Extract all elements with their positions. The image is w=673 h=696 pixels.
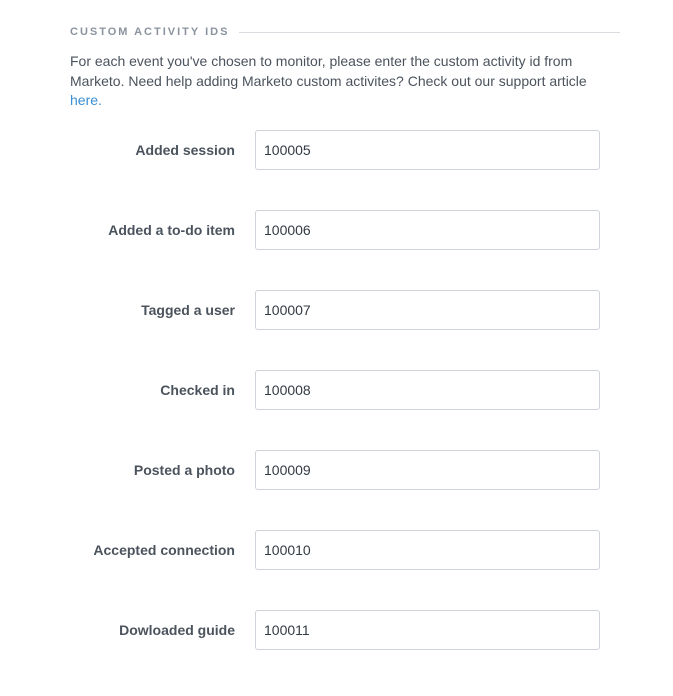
section-description [70, 52, 615, 111]
field-label-downloaded-guide: Dowloaded guide [119, 622, 235, 638]
field-label-posted-photo: Posted a photo [133, 462, 235, 478]
activity-id-input-tagged-user[interactable] [255, 290, 600, 330]
activity-id-input-added-todo-item[interactable] [255, 210, 600, 250]
support-article-link[interactable]: here. [70, 92, 102, 108]
field-label-tagged-user: Tagged a user [141, 302, 235, 318]
field-row-added-todo-item [0, 210, 673, 250]
activity-id-input-downloaded-guide[interactable] [255, 610, 600, 650]
description-text: For each event you've chosen to monitor, please enter the custom activity id from Marketo. Need help adding Marketo custom activites? Check out our support article [70, 53, 587, 89]
section-title: CUSTOM ACTIVITY IDS [70, 26, 230, 38]
field-label-added-todo-item: Added a to-do item [108, 222, 235, 238]
field-label-accepted-connection: Accepted connection [93, 542, 235, 558]
section-header [70, 24, 620, 40]
activity-id-input-posted-photo[interactable] [255, 450, 600, 490]
field-label-added-session: Added session [135, 142, 235, 158]
section-divider [239, 32, 620, 33]
field-label-checked-in: Checked in [160, 382, 235, 398]
activity-id-input-added-session[interactable] [255, 130, 600, 170]
activity-id-input-checked-in[interactable] [255, 370, 600, 410]
activity-id-input-accepted-connection[interactable] [255, 530, 600, 570]
field-row-added-session [0, 130, 673, 170]
field-row-tagged-user [0, 290, 673, 330]
field-row-downloaded-guide [0, 610, 673, 650]
field-row-accepted-connection [0, 530, 673, 570]
field-row-checked-in [0, 370, 673, 410]
field-row-posted-photo [0, 450, 673, 490]
